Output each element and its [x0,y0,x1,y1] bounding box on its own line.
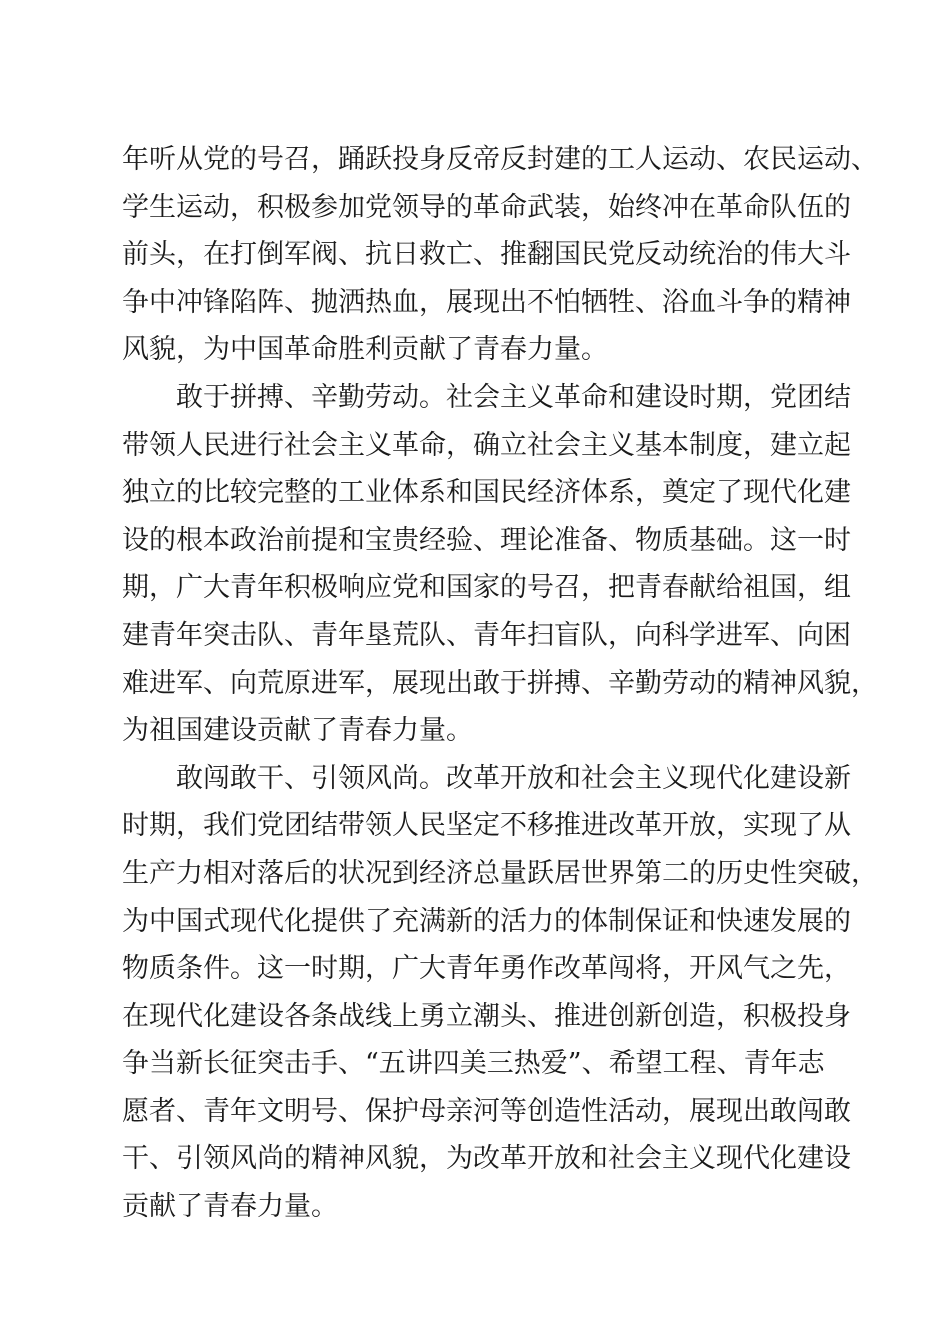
text-line: 敢于拼搏、辛勤劳动。社会主义革命和建设时期，党团结 [176,381,851,413]
text-line: 物质条件。这一时期，广大青年勇作改革闯将，开风气之先， [122,953,851,985]
text-line: 建青年突击队、青年垦荒队、青年扫盲队，向科学进军、向困 [122,619,851,651]
text-line: 争中冲锋陷阵、抛洒热血，展现出不怕牺牲、浴血斗争的精神 [122,286,851,318]
paragraph-revolution [122,136,878,374]
text-line: 设的根本政治前提和宝贵经验、理论准备、物质基础。这一时 [122,524,851,556]
text-line: 学生运动，积极参加党领导的革命武装，始终冲在革命队伍的 [122,191,851,223]
text-line: 风貌，为中国革命胜利贡献了青春力量。 [122,334,608,366]
paragraph-reform [122,755,878,1231]
text-line: 干、引领风尚的精神风貌，为改革开放和社会主义现代化建设 [122,1143,851,1175]
text-line: 争当新长征突击手、“五讲四美三热爱”、希望工程、青年志 [122,1048,825,1080]
text-line: 期，广大青年积极响应党和国家的号召，把青春献给祖国，组 [122,572,851,604]
text-line: 生产力相对落后的状况到经济总量跃居世界第二的历史性突破， [122,857,878,889]
text-line: 独立的比较完整的工业体系和国民经济体系，奠定了现代化建 [122,477,851,509]
text-line: 年听从党的号召，踊跃投身反帝反封建的工人运动、农民运动、 [122,144,878,175]
text-line: 前头，在打倒军阀、抗日救亡、推翻国民党反动统治的伟大斗 [122,239,851,271]
text-line: 愿者、青年文明号、保护母亲河等创造性活动，展现出敢闯敢 [122,1095,851,1127]
text-line: 带领人民进行社会主义革命，确立社会主义基本制度，建立起 [122,429,851,461]
text-line: 敢闯敢干、引领风尚。改革开放和社会主义现代化建设新 [176,762,851,794]
text-line: 在现代化建设各条战线上勇立潮头、推进创新创造，积极投身 [122,1000,851,1032]
body-text [122,136,878,1231]
text-line: 难进军、向荒原进军，展现出敢于拼搏、辛勤劳动的精神风貌， [122,667,878,699]
text-line: 为中国式现代化提供了充满新的活力的体制保证和快速发展的 [122,905,851,937]
text-line: 时期，我们党团结带领人民坚定不移推进改革开放，实现了从 [122,810,851,842]
text-line: 为祖国建设贡献了青春力量。 [122,715,473,747]
text-line: 贡献了青春力量。 [122,1191,338,1223]
paragraph-construction [122,374,878,755]
